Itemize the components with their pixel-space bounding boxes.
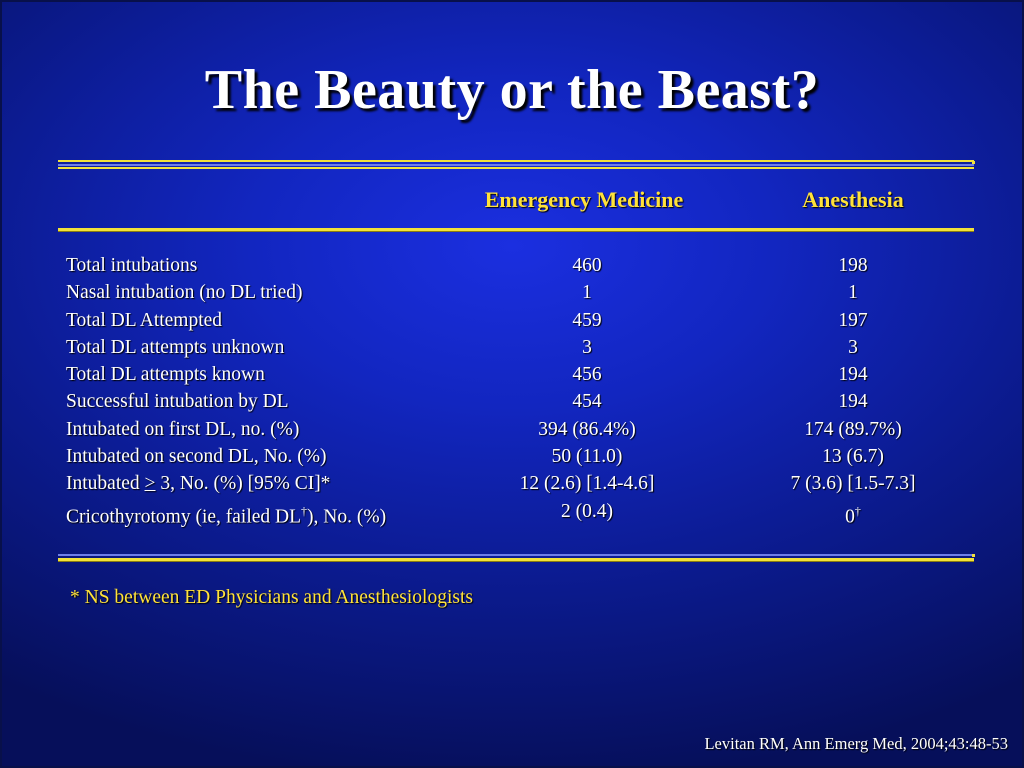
table-row bbox=[66, 334, 976, 361]
table-row bbox=[66, 470, 976, 497]
table-row bbox=[66, 388, 976, 415]
row-label: Intubated on first DL, no. (%) bbox=[66, 418, 300, 440]
an-value: 7 (3.6) [1.5-7.3] bbox=[790, 473, 916, 495]
em-value: 456 bbox=[572, 364, 602, 386]
em-value: 394 (86.4%) bbox=[538, 418, 636, 440]
row-label: Nasal intubation (no DL tried) bbox=[66, 282, 303, 304]
em-value: 50 (11.0) bbox=[551, 446, 623, 468]
table-row bbox=[66, 307, 976, 334]
table-row bbox=[66, 361, 976, 388]
an-value: 0† bbox=[845, 503, 861, 528]
column-header-emergency-medicine: Emergency Medicine bbox=[484, 187, 684, 212]
bottom-rule-yellow bbox=[58, 558, 974, 561]
an-value: 198 bbox=[838, 255, 868, 276]
row-label: Total intubations bbox=[66, 255, 198, 276]
top-rule-blue bbox=[58, 164, 974, 166]
data-table bbox=[66, 252, 976, 528]
dagger-mark: † bbox=[854, 503, 861, 518]
bottom-rule-end-tick bbox=[972, 554, 975, 557]
top-rule-end-tick bbox=[972, 161, 975, 164]
citation: Levitan RM, Ann Emerg Med, 2004;43:48-53 bbox=[704, 734, 1008, 753]
dagger-mark: † bbox=[301, 503, 308, 518]
em-value: 12 (2.6) [1.4-4.6] bbox=[519, 473, 655, 495]
em-value: 459 bbox=[572, 309, 602, 331]
an-value: 194 bbox=[838, 364, 868, 386]
an-value: 13 (6.7) bbox=[822, 446, 884, 468]
em-value: 2 (0.4) bbox=[561, 500, 613, 522]
row-label: Cricothyrotomy (ie, failed DL†), No. (%) bbox=[66, 503, 387, 528]
top-rule-yellow-2 bbox=[58, 167, 974, 169]
slide-title: The Beauty or the Beast? bbox=[204, 59, 820, 121]
an-value: 1 bbox=[848, 282, 858, 304]
em-value: 460 bbox=[572, 255, 602, 276]
header-rule bbox=[58, 228, 974, 231]
row-label: Total DL attempts unknown bbox=[66, 336, 285, 358]
row-label: Total DL attempts known bbox=[66, 364, 265, 386]
em-value: 1 bbox=[582, 282, 592, 304]
an-value: 197 bbox=[838, 309, 868, 331]
footnote: * NS between ED Physicians and Anesthesiologists bbox=[70, 587, 473, 608]
table-row bbox=[66, 252, 976, 279]
table-row bbox=[66, 416, 976, 443]
top-rule-yellow bbox=[58, 160, 974, 162]
row-label: Intubated on second DL, No. (%) bbox=[66, 446, 327, 468]
row-label: Total DL Attempted bbox=[66, 309, 223, 331]
table-row bbox=[66, 443, 976, 470]
table-row bbox=[66, 279, 976, 306]
table-row bbox=[66, 498, 976, 528]
an-value: 174 (89.7%) bbox=[804, 418, 902, 440]
an-value: 194 bbox=[838, 391, 868, 413]
greater-or-equal-symbol: > bbox=[144, 473, 156, 495]
row-label: Intubated > 3, No. (%) [95% CI]* bbox=[66, 473, 331, 495]
em-value: 3 bbox=[582, 336, 592, 358]
column-header-anesthesia: Anesthesia bbox=[802, 187, 904, 212]
bottom-rule-blue bbox=[58, 554, 974, 556]
an-value: 3 bbox=[848, 336, 858, 358]
em-value: 454 bbox=[572, 391, 602, 413]
row-label: Successful intubation by DL bbox=[66, 391, 289, 413]
